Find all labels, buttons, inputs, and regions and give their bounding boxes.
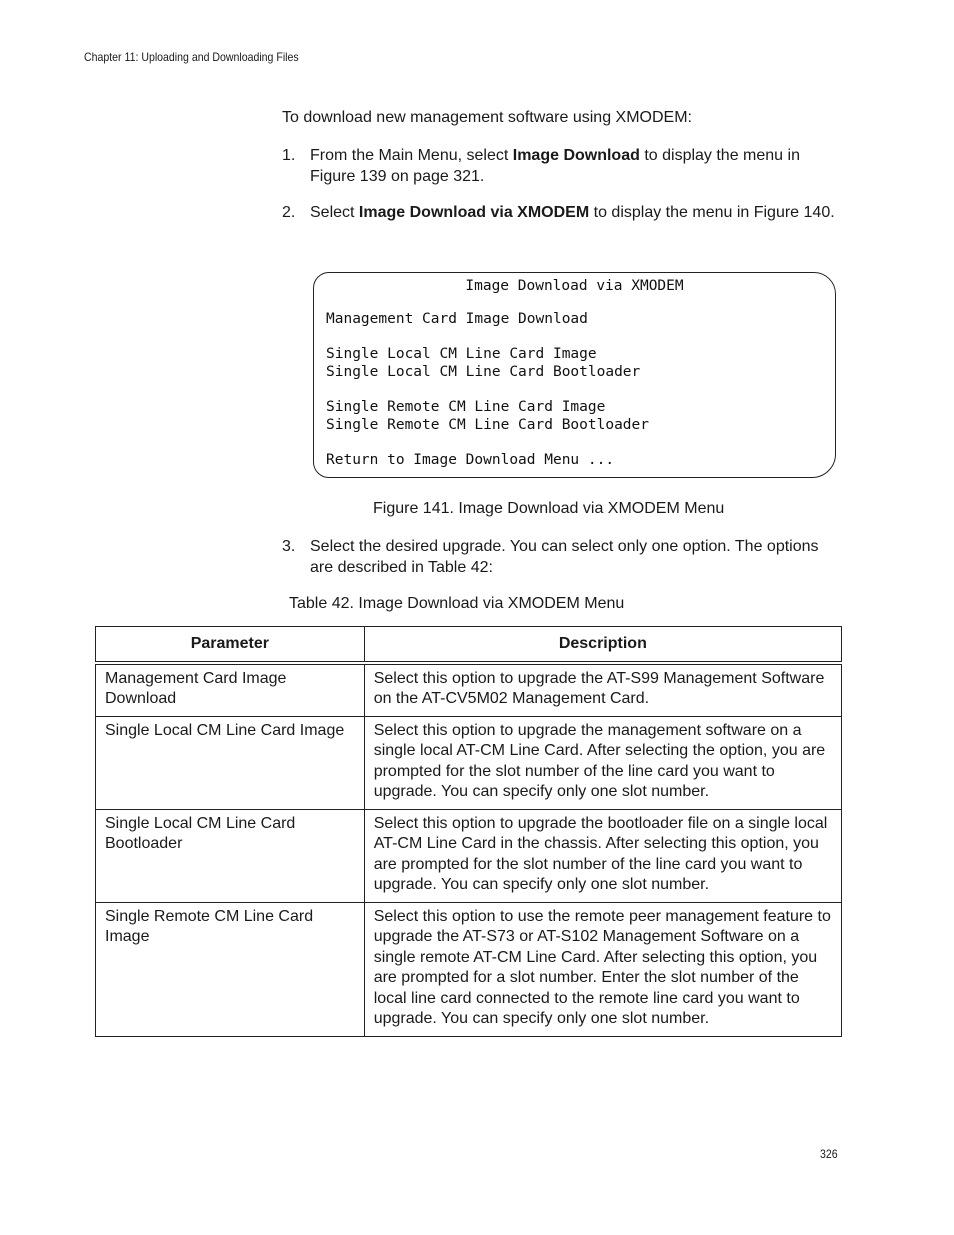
table-row [96,809,842,902]
description-cell: Select this option to upgrade the AT-S99 Management Software on the AT-CV5M02 Management Card. [364,663,841,717]
step-text-post: to display the menu in Figure 139 on page 321. [310,147,800,185]
xmodem-menu-screen [313,272,836,478]
screen-menu-line: Management Card Image Download [326,311,588,327]
table-caption: Table 42. Image Download via XMODEM Menu [289,595,625,612]
screen-menu-line: Single Local CM Line Card Image [326,346,597,362]
step-text-bold: Image Download via XMODEM [358,204,590,221]
step-text-post: to display the menu in Figure 140. [589,204,835,221]
screen-menu-line: Single Remote CM Line Card Image [326,399,606,415]
step-number: 2. [282,204,296,221]
figure-caption: Figure 141. Image Download via XMODEM Menu [373,500,725,517]
step-text-pre: Select [310,204,359,221]
parameter-cell: Single Local CM Line Card Bootloader [96,809,365,902]
screen-menu-line: Single Remote CM Line Card Bootloader [326,417,650,433]
step-text-bold: Image Download [512,147,640,164]
parameters-table [95,626,842,1037]
screen-title: Image Download via XMODEM [465,278,684,294]
screen-menu-line: Single Local CM Line Card Bootloader [326,364,641,380]
step-text-pre: From the Main Menu, select [310,147,513,164]
step-3 [282,537,842,578]
parameter-cell: Single Remote CM Line Card Image [96,902,365,1036]
column-header-description: Description [364,627,841,663]
step-number: 3. [282,538,296,555]
parameter-cell: Single Local CM Line Card Image [96,716,365,809]
table-row [96,663,842,717]
screen-menu-line: Return to Image Download Menu ... [326,452,615,468]
table-row [96,902,842,1036]
step-number: 1. [282,147,296,164]
step-text: Select the desired upgrade. You can select only one option. The options are described in Table 42: [310,538,819,576]
table-header-row [96,627,842,663]
description-cell: Select this option to upgrade the bootloader file on a single local AT-CM Line Card in the chassis. After selecting this option, you are prompted for the slot number of the line card you want to upgrade. You can specify only one slot number. [364,809,841,902]
table-row [96,716,842,809]
column-header-parameter: Parameter [96,627,365,663]
step-2 [282,203,842,224]
chapter-header: Chapter 11: Uploading and Downloading Files [84,50,299,64]
description-cell: Select this option to use the remote peer management feature to upgrade the AT-S73 or AT-S102 Management Software on a single remote AT-CM Line Card. After selecting this option, you are prompted for a slot number. Enter the slot number of the local line card connected to the remote line card you want to upgrade. You can specify only one slot number. [364,902,841,1036]
page-number: 326 [820,1147,838,1161]
intro-text: To download new management software using XMODEM: [282,109,692,126]
step-1 [282,146,842,187]
parameter-cell: Management Card Image Download [96,663,365,717]
step-text [310,146,842,187]
step-text [310,203,842,224]
description-cell: Select this option to upgrade the management software on a single local AT-CM Line Card. After selecting the option, you are prompted for the slot number of the line card you want to upgrade. You can specify only one slot number. [364,716,841,809]
